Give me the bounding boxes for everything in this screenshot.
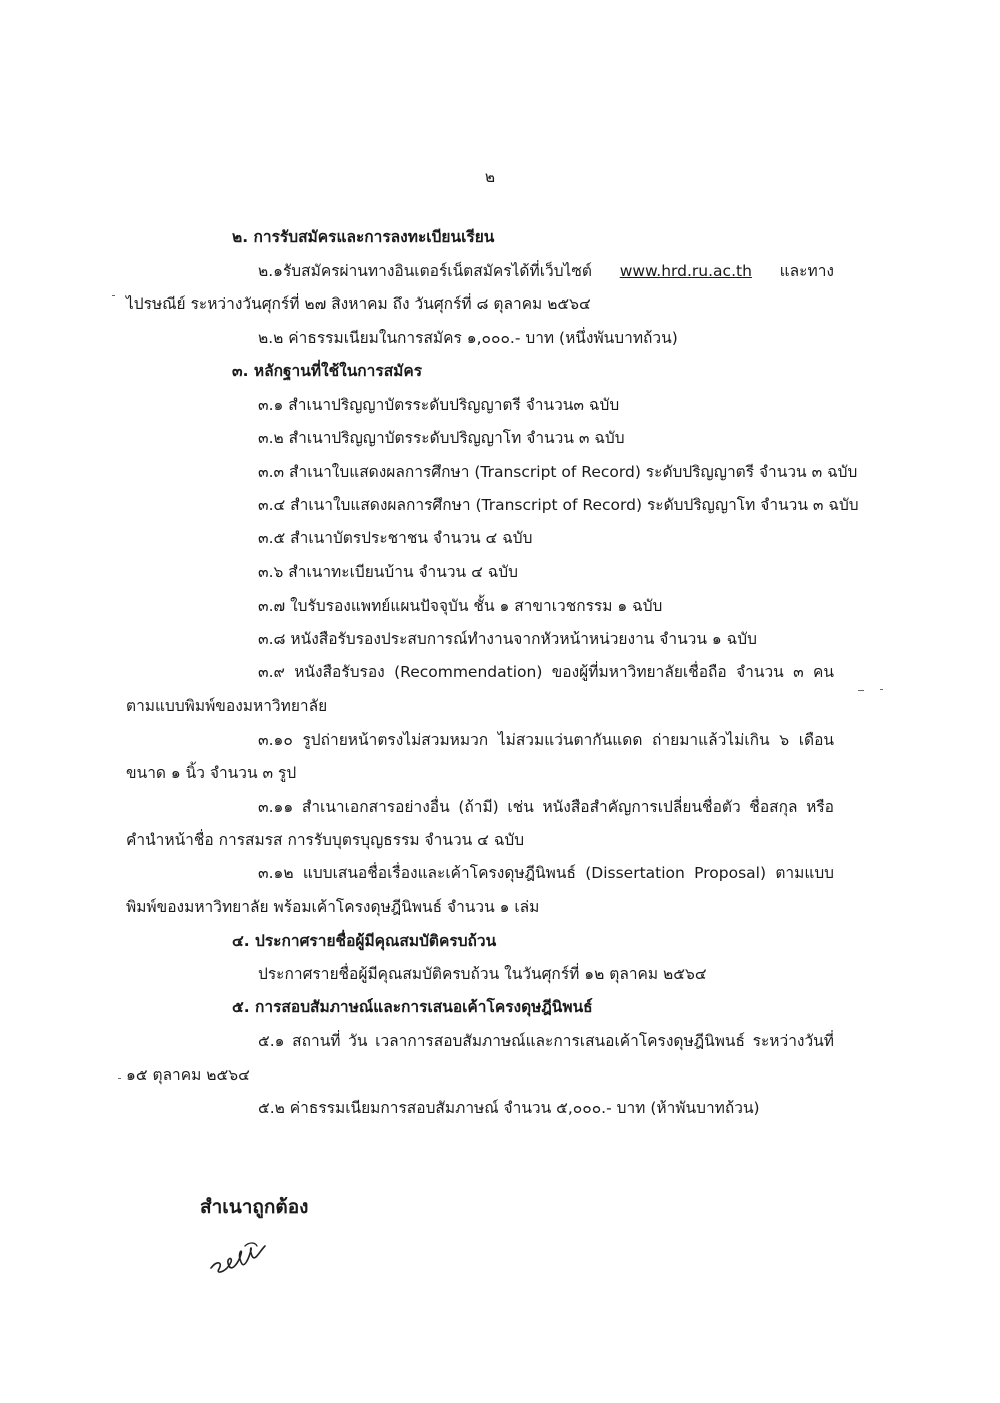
section-2-1-line-2: ไปรษณีย์ ระหว่างวันศุกร์ที่ ๒๗ สิงหาคม ถึง วันศุกร์ที่ ๘ ตุลาคม ๒๕๖๔ [126,295,591,313]
section-3-item-11-line-2: คำนำหน้าชื่อ การสมรส การรับบุตรบุญธรรม จำนวน ๔ ฉบับ [126,831,525,849]
section-3-item-8: ๓.๘ หนังสือรับรองประสบการณ์ทำงานจากหัวหน้าหน่วยงาน จำนวน ๑ ฉบับ [258,630,757,648]
scan-speck [118,1078,121,1079]
section-4-text: ประกาศรายชื่อผู้มีคุณสมบัติครบถ้วน ในวันศุกร์ที่ ๑๒ ตุลาคม ๒๕๖๔ [258,965,707,983]
section-3-item-2: ๓.๒ สำเนาปริญญาบัตรระดับปริญญาโท จำนวน ๓ ฉบับ [258,429,625,447]
section-3-item-10-line-1: ๓.๑๐ รูปถ่ายหน้าตรงไม่สวมหมวก ไม่สวมแว่นตากันแดด ถ่ายมาแล้วไม่เกิน ๖ เดือน [258,731,834,749]
section-3-item-7: ๓.๗ ใบรับรองแพทย์แผนปัจจุบัน ชั้น ๑ สาขาเวชกรรม ๑ ฉบับ [258,597,663,615]
section-2-1-suffix: และทาง [779,262,834,280]
section-3-item-11-line-1: ๓.๑๑ สำเนาเอกสารอย่างอื่น (ถ้ามี) เช่น หนังสือสำคัญการเปลี่ยนชื่อตัว ชื่อสกุล หรือ [258,798,834,816]
section-3-item-4: ๓.๔ สำเนาใบแสดงผลการศึกษา (Transcript of Record) ระดับปริญญาโท จำนวน ๓ ฉบับ [258,496,859,514]
section-5-heading: ๕. การสอบสัมภาษณ์และการเสนอเค้าโครงดุษฎีนิพนธ์ [232,998,593,1016]
section-5-1-line-1: ๕.๑ สถานที่ วัน เวลาการสอบสัมภาษณ์และการเสนอเค้าโครงดุษฎีนิพนธ์ ระหว่างวันที่ [258,1032,834,1050]
certified-copy-stamp: สำเนาถูกต้อง [200,1196,309,1218]
section-3-item-12-line-2: พิมพ์ของมหาวิทยาลัย พร้อมเค้าโครงดุษฎีนิพนธ์ จำนวน ๑ เล่ม [126,898,540,916]
scan-speck [112,295,115,296]
section-3-item-1: ๓.๑ สำเนาปริญญาบัตรระดับปริญญาตรี จำนวน๓ ฉบับ [258,396,620,414]
section-3-item-12-line-1: ๓.๑๒ แบบเสนอชื่อเรื่องและเค้าโครงดุษฎีนิพนธ์ (Dissertation Proposal) ตามแบบ [258,864,834,882]
page-number: ๒ [484,168,496,186]
section-2-2: ๒.๒ ค่าธรรมเนียมในการสมัคร ๑,๐๐๐.- บาท (หนึ่งพันบาทถ้วน) [258,329,678,347]
section-5-2: ๕.๒ ค่าธรรมเนียมการสอบสัมภาษณ์ จำนวน ๕,๐๐๐.- บาท (ห้าพันบาทถ้วน) [258,1099,760,1117]
section-2-1-line-1 [258,261,834,281]
section-4-heading: ๔. ประกาศรายชื่อผู้มีคุณสมบัติครบถ้วน [232,932,497,950]
section-2-1-text: ๒.๑รับสมัครผ่านทางอินเตอร์เน็ตสมัครได้ที่เว็บไซต์ [258,262,592,280]
section-3-item-9-line-2: ตามแบบพิมพ์ของมหาวิทยาลัย [126,697,328,715]
section-3-item-3: ๓.๓ สำเนาใบแสดงผลการศึกษา (Transcript of Record) ระดับปริญญาตรี จำนวน ๓ ฉบับ [258,463,858,481]
section-3-item-5: ๓.๕ สำเนาบัตรประชาชน จำนวน ๔ ฉบับ [258,529,533,547]
section-3-item-9-line-1: ๓.๙ หนังสือรับรอง (Recommendation) ของผู้ที่มหาวิทยาลัยเชื่อถือ จำนวน ๓ คน [258,663,834,681]
section-3-heading: ๓. หลักฐานที่ใช้ในการสมัคร [232,362,423,380]
handwritten-signature-icon [205,1232,275,1277]
website-link[interactable]: www.hrd.ru.ac.th [619,262,752,280]
section-2-heading: ๒. การรับสมัครและการลงทะเบียนเรียน [232,228,495,246]
scan-speck [858,690,864,691]
scan-speck [880,689,883,690]
section-3-item-6: ๓.๖ สำเนาทะเบียนบ้าน จำนวน ๔ ฉบับ [258,563,518,581]
section-5-1-line-2: ๑๕ ตุลาคม ๒๕๖๔ [126,1066,250,1084]
section-3-item-10-line-2: ขนาด ๑ นิ้ว จำนวน ๓ รูป [126,764,297,782]
